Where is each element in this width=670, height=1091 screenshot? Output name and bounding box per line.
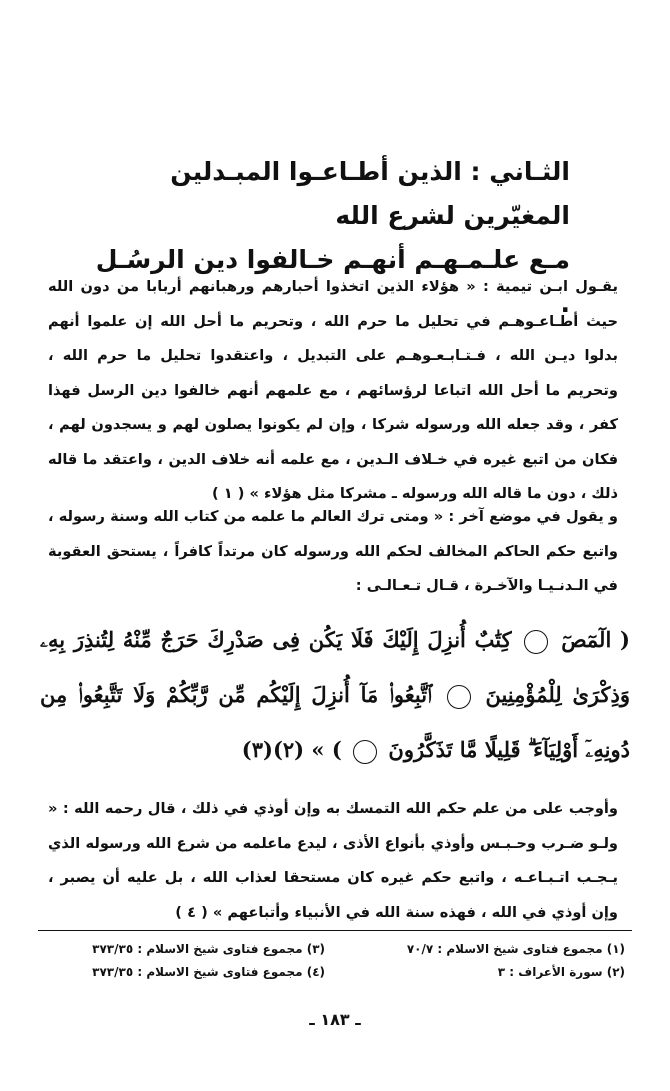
footnote-3: (٣) مجموع فتاوى شيخ الاسلام : ٣٧٣/٣٥ [92, 942, 325, 956]
verse-part-3: ٱتَّبِعُوا۟ مَآ أُنزِلَ إِلَيْكُم مِّن رَّبِّكُمْ وَلَا تَتَّبِعُوا۟ مِن دُونِهِۦٓ أَوْلِيَآءَ ۗ قَلِيلًا مَّا تَذَكَّرُونَ [40, 682, 630, 762]
heading-line-2: مـع علـمـهـم أنهـم خـالفوا دين الرسُـل . [95, 245, 570, 318]
footnote-divider [38, 930, 632, 931]
footnote-2: (٢) سورة الأعراف : ٣ [497, 965, 625, 979]
verse-end-3-icon [353, 740, 377, 764]
footnote-row [40, 961, 625, 984]
quran-verse [40, 612, 630, 777]
verse-part-4: ) » (٢)(٣) [241, 737, 342, 762]
verse-end-2-icon [447, 685, 471, 709]
paragraph-patience: وأوجب على من علم حكم الله التمسك به وإن أوذي في ذلك ، قال رحمه الله : « ولـو ضـرب وحـبـس وأوذي بأنواع الأذى ، ليدع ماعلمه من شرع الله ورسوله الذي يـجـب اتـبـاعـه ، واتبع حكم غيره كان مستحقا لعذاب الله ، بل عليه أن يصبر ، وإن أوذي في الله ، فهذه سنة الله في الأنبياء وأتباعهم » ( ٤ ) [48, 800, 618, 921]
heading-line-1: الثـاني : الذين أطـاعـوا المبـدلين المغيّرين لشرع الله [170, 157, 570, 230]
verse-end-1-icon [524, 630, 548, 654]
footnote-1: (١) مجموع فتاوى شيخ الاسلام : ٧٠/٧ [406, 942, 625, 956]
verse-part-1: ( الٓمٓصٓ [561, 627, 630, 652]
paragraph-another-quote: و يقول في موضع آخر : « ومتى ترك العالم ما علمه من كتاب الله وسنة رسوله ، واتبع حكم الحاكم المخالف لحكم الله ورسوله كان مرتداً كافراً ، يستحق العقوبة في الـدنـيـا والآخـرة ، قـال تـعـالـى : [48, 508, 618, 594]
footnote-4: (٤) مجموع فتاوى شيخ الاسلام : ٣٧٣/٣٥ [92, 965, 325, 979]
page-number: ـ ١٨٣ ـ [309, 1010, 361, 1029]
verse-part-2: كِتَٰبٌ أُنزِلَ إِلَيْكَ فَلَا يَكُن فِى صَدْرِكَ حَرَجٌ مِّنْهُ لِتُنذِرَ بِهِۦ وَذِكْرَىٰ لِلْمُؤْمِنِينَ [40, 627, 631, 707]
footnote-row [40, 938, 625, 961]
footnotes [40, 938, 625, 984]
paragraph-ibn-taymiyya-quote: يقـول ابـن تيمية : « هؤلاء الذين اتخذوا أحبارهم ورهبانهم أربابا من دون الله حيث أطـاعـوهـم في تحليل ما حرم الله ، وتحريم ما أحل الله إن علموا أنهم بدلوا ديـن الله ، فـتـابـعـوهـم على التبديل ، واعتقدوا تحليل ما حرم الله ، وتحريم ما أحل الله اتباعا لرؤسائهم ، مع علمهم أنهم خالفوا دين الرسل فهذا كفر ، وقد جعله الله ورسوله شركا ، وإن لم يكونوا يصلون لهم و يسجدون لهم ، فكان من اتبع غيره في خـلاف الـدين ، مع علمه أنه خلاف الدين ، واعتقد ما قاله ذلك ، دون ما قاله الله ورسوله ـ مشركا مثل هؤلاء » ( ١ ) [48, 278, 618, 502]
